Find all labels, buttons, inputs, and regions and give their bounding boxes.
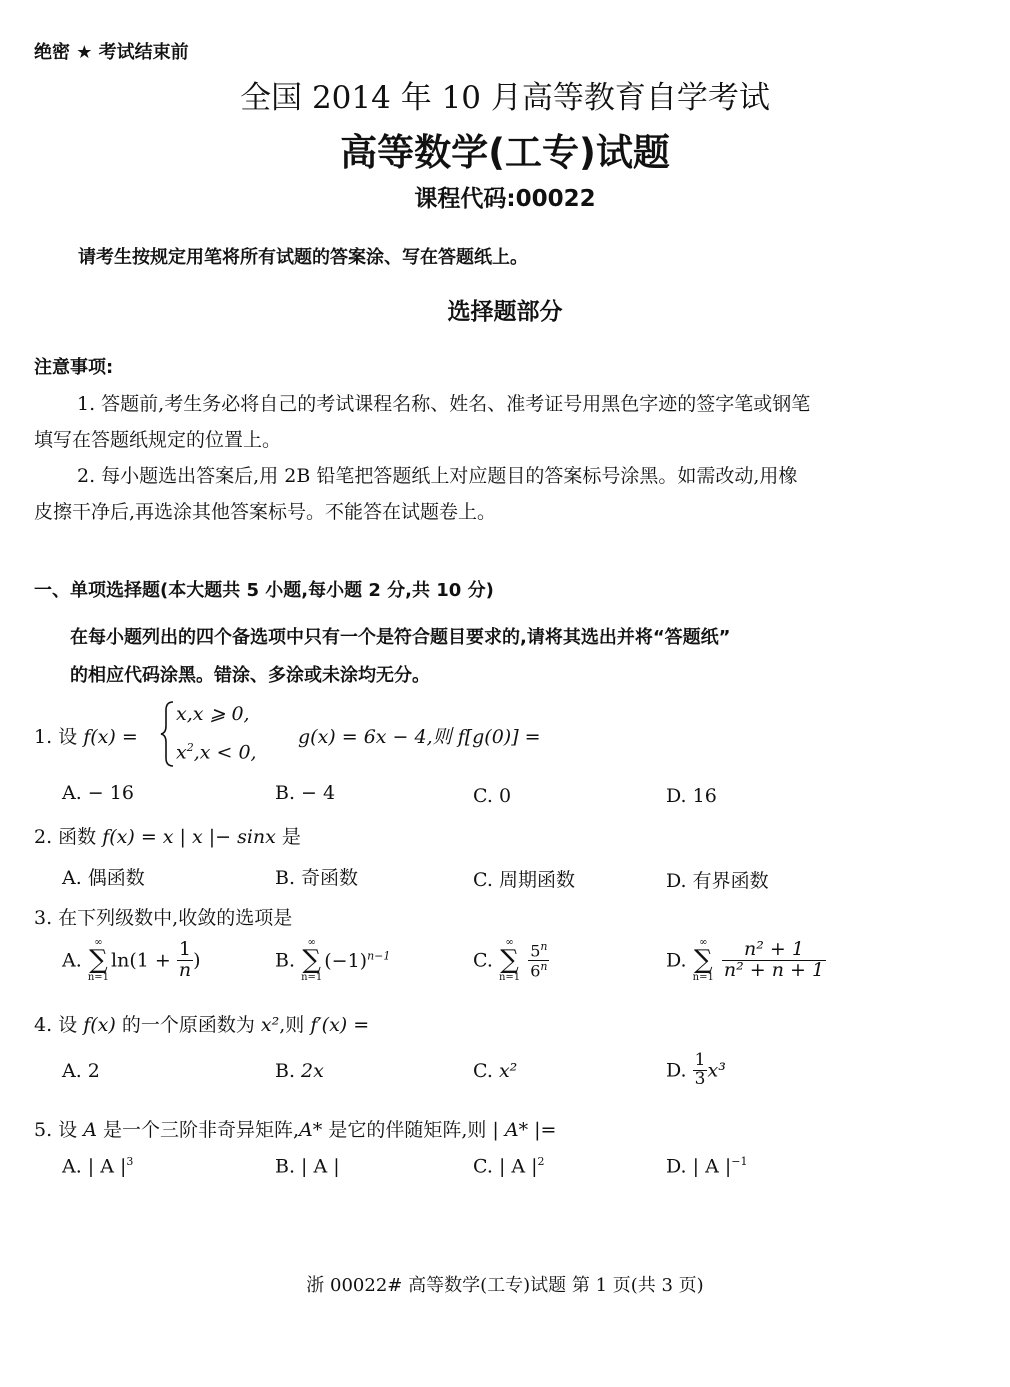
part1-desc-line1: 在每小题列出的四个备选项中只有一个是符合题目要求的,请将其选出并将“答题纸” <box>70 627 731 648</box>
q4-option-d[interactable]: D. $\frac{1}{3}$ x³ <box>666 1050 726 1089</box>
note1-line1: 1. 答题前,考生务必将自己的考试课程名称、姓名、准考证号用黑色字迹的签字笔或钢笔 <box>77 393 811 415</box>
notes-label: 注意事项: <box>34 357 114 378</box>
piecewise-brace <box>160 700 176 768</box>
question-1-tail: g(x) = 6x − 4,则 f[g(0)] = <box>298 726 541 748</box>
question-1-stem: 1. 设 f(x) = <box>34 726 138 748</box>
question-3-stem: 3. 在下列级数中,收敛的选项是 <box>34 907 293 929</box>
instruction: 请考生按规定用笔将所有试题的答案涂、写在答题纸上。 <box>78 247 528 268</box>
q3-option-d[interactable]: D. ∞ ∑ n=1 $\frac{\text{n² + 1}}{\text{n² + n + 1}}$ <box>666 937 825 983</box>
q4-option-c[interactable]: C. x² <box>473 1060 518 1082</box>
q1-option-d[interactable]: D. 16 <box>666 785 717 807</box>
question-4-stem: 4. 设 f(x) 的一个原函数为 x²,则 f′(x) = <box>34 1014 370 1036</box>
q4-option-b[interactable]: B. 2x <box>275 1060 324 1082</box>
note2-line2: 皮擦干净后,再选涂其他答案标号。不能答在试题卷上。 <box>34 501 497 523</box>
paper-title: 高等数学(工专)试题 <box>340 131 670 174</box>
q5-option-c[interactable]: C. | A $|^2$ <box>473 1155 545 1178</box>
exam-title: 全国 2014 年 10 月高等教育自学考试 <box>240 80 770 116</box>
page-footer: 浙 00022# 高等数学(工专)试题 第 1 页(共 3 页) <box>306 1275 704 1296</box>
q3-option-a[interactable]: A. ∞ ∑ n=1 ln(1 + $\frac{1}{n}$ ) <box>62 937 201 983</box>
q2-option-a[interactable]: A. 偶函数 <box>62 867 145 889</box>
q1-option-c[interactable]: C. 0 <box>473 785 512 807</box>
q1-option-b[interactable]: B. − 4 <box>275 782 336 804</box>
note2-line1: 2. 每小题选出答案后,用 2B 铅笔把答题纸上对应题目的答案标号涂黑。如需改动,用橡 <box>77 465 798 487</box>
q3-option-c[interactable]: C. ∞ ∑ n=1 $\frac{5^n}{6^n}$ <box>473 937 548 983</box>
section-title: 选择题部分 <box>447 299 563 325</box>
q2-option-b[interactable]: B. 奇函数 <box>275 867 359 889</box>
q2-option-d[interactable]: D. 有界函数 <box>666 870 769 892</box>
part1-heading: 一、单项选择题(本大题共 5 小题,每小题 2 分,共 10 分) <box>34 580 494 601</box>
q1-option-a[interactable]: A. − 16 <box>62 782 134 804</box>
part1-desc-line2: 的相应代码涂黑。错涂、多涂或未涂均无分。 <box>70 665 430 686</box>
piecewise-case-1: x,x ⩾ 0, <box>176 703 250 725</box>
secret-label: 绝密 ★ 考试结束前 <box>34 42 189 63</box>
q3-option-b[interactable]: B. ∞ ∑ n=1 $(-1)^{n-1}$ <box>275 937 391 983</box>
q2-option-c[interactable]: C. 周期函数 <box>473 869 575 891</box>
question-2-stem: 2. 函数 f(x) = x | x |− sinx 是 <box>34 826 301 848</box>
note1-line2: 填写在答题纸规定的位置上。 <box>34 429 282 451</box>
q5-option-a[interactable]: A. | A $|^3$ <box>62 1155 134 1178</box>
piecewise-case-2: $x^2,x < 0$, <box>176 741 257 764</box>
q5-option-d[interactable]: D. | A $|^{-1}$ <box>666 1155 748 1178</box>
course-code: 课程代码:00022 <box>414 186 596 212</box>
question-5-stem: 5. 设 A 是一个三阶非奇异矩阵,A* 是它的伴随矩阵,则 | A* |= <box>34 1119 557 1141</box>
q4-option-a[interactable]: A. 2 <box>62 1060 100 1082</box>
q5-option-b[interactable]: B. | A | <box>275 1155 340 1178</box>
